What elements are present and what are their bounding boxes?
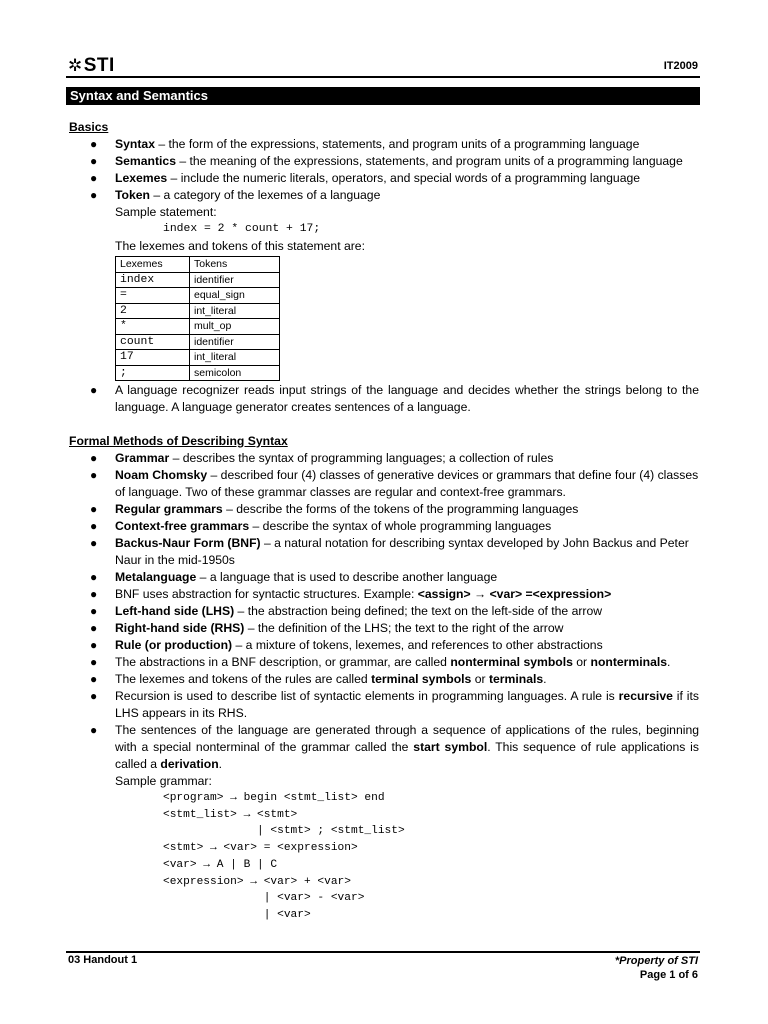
main-content — [69, 119, 699, 924]
bullet-icon: ● — [90, 536, 98, 550]
term: Semantics — [115, 154, 176, 168]
definition: – a language that is used to describe another language — [196, 570, 498, 584]
text: . — [218, 757, 223, 771]
term: Rule (or production) — [115, 638, 233, 652]
definition: – describe the syntax of whole programming languages — [249, 519, 552, 533]
bullet-icon: ● — [90, 154, 98, 168]
bullet-icon: ● — [90, 383, 98, 397]
term: Left-hand side (LHS) — [115, 604, 235, 618]
text: The lexemes and tokens of the rules are called — [115, 672, 372, 686]
bullet-icon: ● — [90, 604, 98, 618]
term: terminal symbols — [371, 672, 472, 686]
grammar-line: <stmt_list> → <stmt> — [163, 808, 298, 821]
list-item — [69, 688, 699, 722]
table-header-row — [116, 257, 280, 273]
lexeme-cell: = — [116, 288, 190, 304]
term: Regular grammars — [115, 502, 223, 516]
lexeme-cell: 2 — [116, 303, 190, 319]
token-cell: int_literal — [190, 303, 280, 319]
property-notice: *Property of STI — [614, 955, 698, 967]
term: Right-hand side (RHS) — [115, 621, 245, 635]
lexeme-cell: ; — [116, 365, 190, 381]
bullet-icon: ● — [90, 672, 98, 686]
definition: – include the numeric literals, operators, and special words of a programming language — [167, 171, 641, 185]
page-title: Syntax and Semantics — [66, 87, 700, 105]
term: recursive — [618, 689, 673, 703]
list-item — [69, 654, 699, 671]
term: Grammar — [115, 451, 170, 465]
grammar-line: | <var> — [163, 908, 311, 921]
definition: – the meaning of the expressions, statements, and program units of a programming language — [175, 154, 683, 168]
term: Noam Chomsky — [115, 468, 208, 482]
text: The sentences of the language are generated through a sequence of applications of the rules, beginning with a special nonterminal of the grammar called the — [115, 723, 699, 754]
formal-methods-list — [69, 450, 699, 924]
list-item — [69, 722, 699, 924]
bullet-icon: ● — [90, 655, 98, 669]
list-item — [69, 170, 699, 187]
bullet-icon: ● — [90, 188, 98, 202]
list-item — [69, 671, 699, 688]
recognizer-text: A language recognizer reads input strings of the language and decides whether the strings belong to the language. A language generator creates sentences of a language. — [115, 383, 699, 414]
text: or — [471, 672, 489, 686]
list-item — [69, 603, 699, 620]
sti-logo — [68, 55, 115, 77]
table-intro: The lexemes and tokens of this statement are: — [115, 239, 365, 253]
bnf-example: <assign> → <var> =<expression> — [417, 587, 612, 601]
list-item — [69, 450, 699, 467]
token-cell: identifier — [190, 334, 280, 350]
bullet-icon: ● — [90, 137, 98, 151]
page-number: Page 1 of 6 — [639, 969, 698, 981]
table-row — [116, 350, 280, 366]
footer-right — [615, 954, 698, 982]
course-code: IT2009 — [663, 60, 698, 72]
column-header: Lexemes — [116, 257, 190, 273]
header-divider — [66, 76, 700, 78]
term: Metalanguage — [115, 570, 197, 584]
footer-divider — [66, 951, 700, 953]
lexeme-token-table — [115, 256, 280, 381]
definition: BNF uses abstraction for syntactic structures. Example: — [115, 587, 418, 601]
term: start symbol — [413, 740, 488, 754]
sample-statement-label: Sample statement: — [115, 205, 217, 219]
text: . — [667, 655, 671, 669]
bullet-icon: ● — [90, 621, 98, 635]
list-item — [69, 382, 699, 416]
lexeme-cell: count — [116, 334, 190, 350]
text: . This sequence of rule applications is called a — [115, 740, 699, 771]
token-cell: equal_sign — [190, 288, 280, 304]
term: nonterminals — [590, 655, 668, 669]
lexeme-cell: index — [116, 272, 190, 288]
table-row — [116, 272, 280, 288]
bullet-icon: ● — [90, 570, 98, 584]
table-row — [116, 288, 280, 304]
grammar-line: <stmt> → <var> = <expression> — [163, 842, 358, 855]
term: Token — [115, 188, 150, 202]
bullet-icon: ● — [90, 451, 98, 465]
list-item — [69, 569, 699, 586]
list-item — [69, 153, 699, 170]
bullet-icon: ● — [90, 502, 98, 516]
list-item — [69, 501, 699, 518]
handout-label: 03 Handout 1 — [68, 954, 138, 966]
term: Context-free grammars — [115, 519, 250, 533]
grammar-line: <program> → begin <stmt_list> end — [163, 792, 385, 804]
bullet-icon: ● — [90, 689, 98, 703]
sti-logo-mark-icon: ✲ — [68, 56, 83, 75]
list-item — [69, 586, 699, 603]
basics-list-continued — [69, 382, 699, 416]
table-row — [116, 319, 280, 335]
term: terminals — [488, 672, 544, 686]
sample-statement-code: index = 2 * count + 17; — [163, 223, 321, 235]
list-item — [69, 467, 699, 501]
table-row — [116, 303, 280, 319]
basics-list — [69, 136, 699, 255]
bullet-icon: ● — [90, 519, 98, 533]
table-row — [116, 334, 280, 350]
text: . — [543, 672, 547, 686]
lexeme-cell: 17 — [116, 350, 190, 366]
list-item — [69, 518, 699, 535]
bullet-icon: ● — [90, 723, 98, 737]
definition: – the abstraction being defined; the text on the left-side of the arrow — [234, 604, 603, 618]
definition: – describe the forms of the tokens of the programming languages — [222, 502, 579, 516]
definition: – described four (4) classes of generative devices or grammars that define four (4) classes of language. Two of these grammar classes are regular and context-free grammars. — [115, 468, 699, 499]
term: Syntax — [115, 137, 155, 151]
token-cell: mult_op — [190, 319, 280, 335]
list-item — [69, 535, 699, 569]
term: nonterminal symbols — [450, 655, 573, 669]
text: if its LHS appears in its RHS. — [115, 689, 699, 720]
bullet-icon: ● — [90, 638, 98, 652]
text: Recursion is used to describe list of syntactic elements in programming languages. A rule is — [115, 689, 619, 703]
text: or — [572, 655, 591, 669]
list-item — [69, 620, 699, 637]
bullet-icon: ● — [90, 171, 98, 185]
list-item — [69, 136, 699, 153]
bullet-icon: ● — [90, 468, 98, 482]
list-item — [69, 187, 699, 255]
definition: – a mixture of tokens, lexemes, and references to other abstractions — [232, 638, 603, 652]
definition: – describes the syntax of programming languages; a collection of rules — [169, 451, 554, 465]
definition: – the definition of the LHS; the text to the right of the arrow — [244, 621, 564, 635]
grammar-line: | <stmt> ; <stmt_list> — [163, 825, 405, 838]
token-cell: int_literal — [190, 350, 280, 366]
term: Backus-Naur Form (BNF) — [115, 536, 261, 550]
section-heading-basics: Basics — [69, 120, 109, 134]
definition: – the form of the expressions, statements, and program units of a programming language — [154, 137, 640, 151]
lexeme-cell: * — [116, 319, 190, 335]
bullet-icon: ● — [90, 587, 98, 601]
sample-grammar-label: Sample grammar: — [115, 774, 212, 788]
definition: – a natural notation for describing syntax developed by John Backus and Peter Naur in the mid-1950s — [115, 536, 689, 567]
sample-grammar-code — [115, 790, 699, 924]
definition: – a category of the lexemes of a language — [150, 188, 381, 202]
section-heading-formal-methods: Formal Methods of Describing Syntax — [69, 434, 288, 448]
list-item — [69, 637, 699, 654]
grammar-line: | <var> - <var> — [163, 892, 365, 905]
column-header: Tokens — [190, 257, 280, 273]
term: derivation — [160, 757, 219, 771]
token-cell: identifier — [190, 272, 280, 288]
term: Lexemes — [115, 171, 168, 185]
grammar-line: <var> → A | B | C — [163, 858, 278, 871]
token-cell: semicolon — [190, 365, 280, 381]
logo-text: STI — [83, 55, 115, 76]
text: The abstractions in a BNF description, or grammar, are called — [115, 655, 451, 669]
grammar-line: <expression> → <var> + <var> — [163, 875, 351, 888]
table-row — [116, 365, 280, 381]
